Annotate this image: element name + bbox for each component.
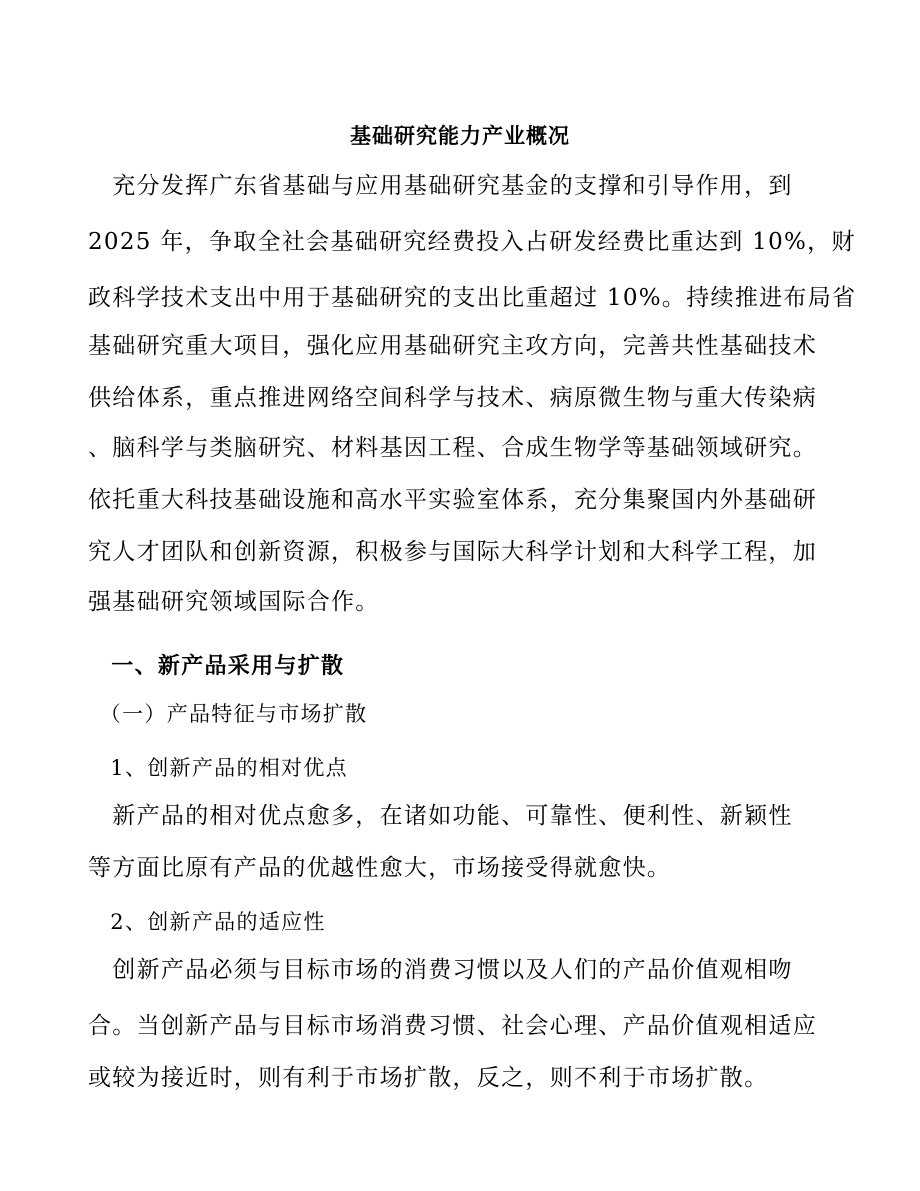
- intro-paragraph-line: 供给体系，重点推进网络空间科学与技术、病原微生物与重大传染病: [88, 385, 817, 411]
- intro-paragraph-line: 、脑科学与类脑研究、材料基因工程、合成生物学等基础领域研究。: [88, 435, 817, 461]
- intro-paragraph-line: 充分发挥广东省基础与应用基础研究基金的支撑和引导作用，到: [88, 173, 793, 199]
- item1-paragraph-line: 新产品的相对优点愈多，在诸如功能、可靠性、便利性、新颖性: [88, 803, 793, 829]
- intro-paragraph-line: 2025 年，争取全社会基础研究经费投入占研发经费比重达到 10%，财: [88, 229, 856, 255]
- document-title: 基础研究能力产业概况: [350, 123, 570, 148]
- intro-paragraph-line: 强基础研究领域国际合作。: [88, 589, 380, 615]
- item1-paragraph-line: 等方面比原有产品的优越性愈大，市场接受得就愈快。: [88, 855, 672, 881]
- intro-paragraph-line: 究人才团队和创新资源，积极参与国际大科学计划和大科学工程，加: [88, 539, 817, 565]
- section-heading: 一、新产品采用与扩散: [88, 653, 345, 679]
- intro-paragraph-line: 基础研究重大项目，强化应用基础研究主攻方向，完善共性基础技术: [88, 333, 817, 359]
- item2-paragraph-line: 合。当创新产品与目标市场消费习惯、社会心理、产品价值观相适应: [88, 1013, 817, 1039]
- subsection-heading: （一）产品特征与市场扩散: [88, 702, 368, 726]
- intro-paragraph-line: 政科学技术支出中用于基础研究的支出比重超过 10%。持续推进布局省: [88, 285, 857, 311]
- intro-paragraph-line: 依托重大科技基础设施和高水平实验室体系，充分集聚国内外基础研: [88, 487, 817, 513]
- item1-heading: 1、创新产品的相对优点: [88, 756, 348, 780]
- item2-paragraph-line: 创新产品必须与目标市场的消费习惯以及人们的产品价值观相吻: [88, 957, 793, 983]
- item2-paragraph-line: 或较为接近时，则有利于市场扩散，反之，则不利于市场扩散。: [88, 1065, 769, 1091]
- item2-heading: 2、创新产品的适应性: [88, 910, 326, 934]
